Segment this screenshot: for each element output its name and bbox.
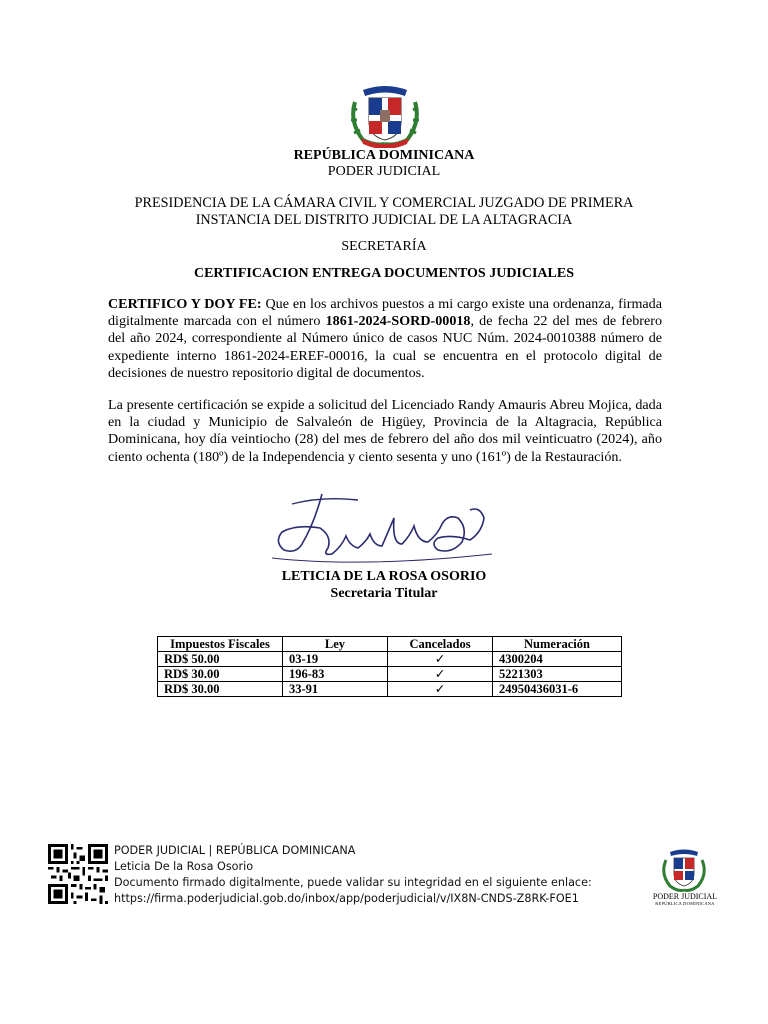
certification-text-c: 0010388 número de expediente interno 1861-2024-EREF-00016, la cual se encuentra en el protocolo digital de decisiones de nuestro repositorio digital de documentos.	[108, 330, 662, 381]
poder-judicial-seal-icon	[658, 848, 710, 892]
column-header-paid: Cancelados	[388, 637, 493, 652]
table-row	[158, 667, 622, 682]
column-header-law: Ley	[283, 637, 388, 652]
footer-seal-sublabel: REPÚBLICA DOMINICANA	[655, 901, 715, 906]
check-icon: ✓	[388, 667, 493, 682]
check-icon: ✓	[388, 682, 493, 697]
certification-lead: CERTIFICO Y DOY FE:	[108, 296, 262, 312]
country-heading: REPÚBLICA DOMINICANA	[293, 148, 475, 163]
column-header-number: Numeración	[493, 637, 622, 652]
tax-amount: RD$ 50.00	[158, 652, 283, 667]
document-title: CERTIFICACION ENTREGA DOCUMENTOS JUDICIALES	[193, 266, 575, 281]
ordinance-number: 1861-2024-SORD-00018	[325, 313, 471, 330]
footer-validation-note: Documento firmado digitalmente, puede validar su integridad en el siguiente enlace:	[114, 876, 592, 889]
tax-amount: RD$ 30.00	[158, 667, 283, 682]
receipt-number: 24950436031-6	[493, 682, 622, 697]
issuance-paragraph: La presente certificación se expide a solicitud del Licenciado Randy Amauris Abreu Mojica, dada en la ciudad y Municipio de Salvaleón de Higüey, Provincia de la Altagracia, República Dominicana, hoy día veintiocho (28) del mes de febrero del año dos mil veinticuatro (2024), año ciento ochenta (180º) de la Independencia y ciento sesenta y uno (161º) de la Restauración.	[108, 397, 662, 465]
fiscal-fees-table	[157, 636, 622, 697]
footer-signer: Leticia De la Rosa Osorio	[114, 860, 254, 873]
footer-seal-label: PODER JUDICIAL	[652, 892, 718, 901]
column-header-taxes: Impuestos Fiscales	[158, 637, 283, 652]
signer-name: LETICIA DE LA ROSA OSORIO	[281, 569, 487, 584]
law-number: 03-19	[283, 652, 388, 667]
table-row	[158, 652, 622, 667]
law-number: 33-91	[283, 682, 388, 697]
validation-link[interactable]: https://firma.poderjudicial.gob.do/inbox/app/poderjudicial/v/IX8N-CNDS-Z8RK-FOE1	[114, 892, 579, 905]
law-number: 196-83	[283, 667, 388, 682]
certification-text-b: , de fecha 22 del mes de febrero del año 2024, correspondiente al Número único de casos NUC Núm. 2024-	[108, 313, 662, 347]
tax-amount: RD$ 30.00	[158, 682, 283, 697]
receipt-number: 5221303	[493, 667, 622, 682]
check-icon: ✓	[388, 652, 493, 667]
institution-line-1: PRESIDENCIA DE LA CÁMARA CIVIL Y COMERCIAL JUZGADO DE PRIMERA	[134, 195, 634, 211]
institution-line-2: INSTANCIA DEL DISTRITO JUDICIAL DE LA ALTAGRACIA	[195, 212, 573, 228]
institution-heading	[0, 195, 768, 229]
digital-signature-footer	[114, 843, 592, 907]
footer-institution: PODER JUDICIAL | REPÚBLICA DOMINICANA	[114, 844, 356, 857]
office-heading: SECRETARÍA	[341, 239, 427, 254]
table-row	[158, 682, 622, 697]
branch-heading: PODER JUDICIAL	[327, 164, 441, 179]
qr-code-icon[interactable]	[48, 844, 108, 904]
certification-text-a: Que en los archivos puestos a mi cargo existe una ordenanza, firmada digitalmente marcada con el número	[108, 296, 662, 330]
table-header-row	[158, 637, 622, 652]
handwritten-signature	[262, 484, 502, 570]
coat-of-arms-icon	[345, 82, 425, 148]
certification-paragraph	[108, 296, 662, 382]
signer-title: Secretaria Titular	[330, 586, 438, 601]
receipt-number: 4300204	[493, 652, 622, 667]
